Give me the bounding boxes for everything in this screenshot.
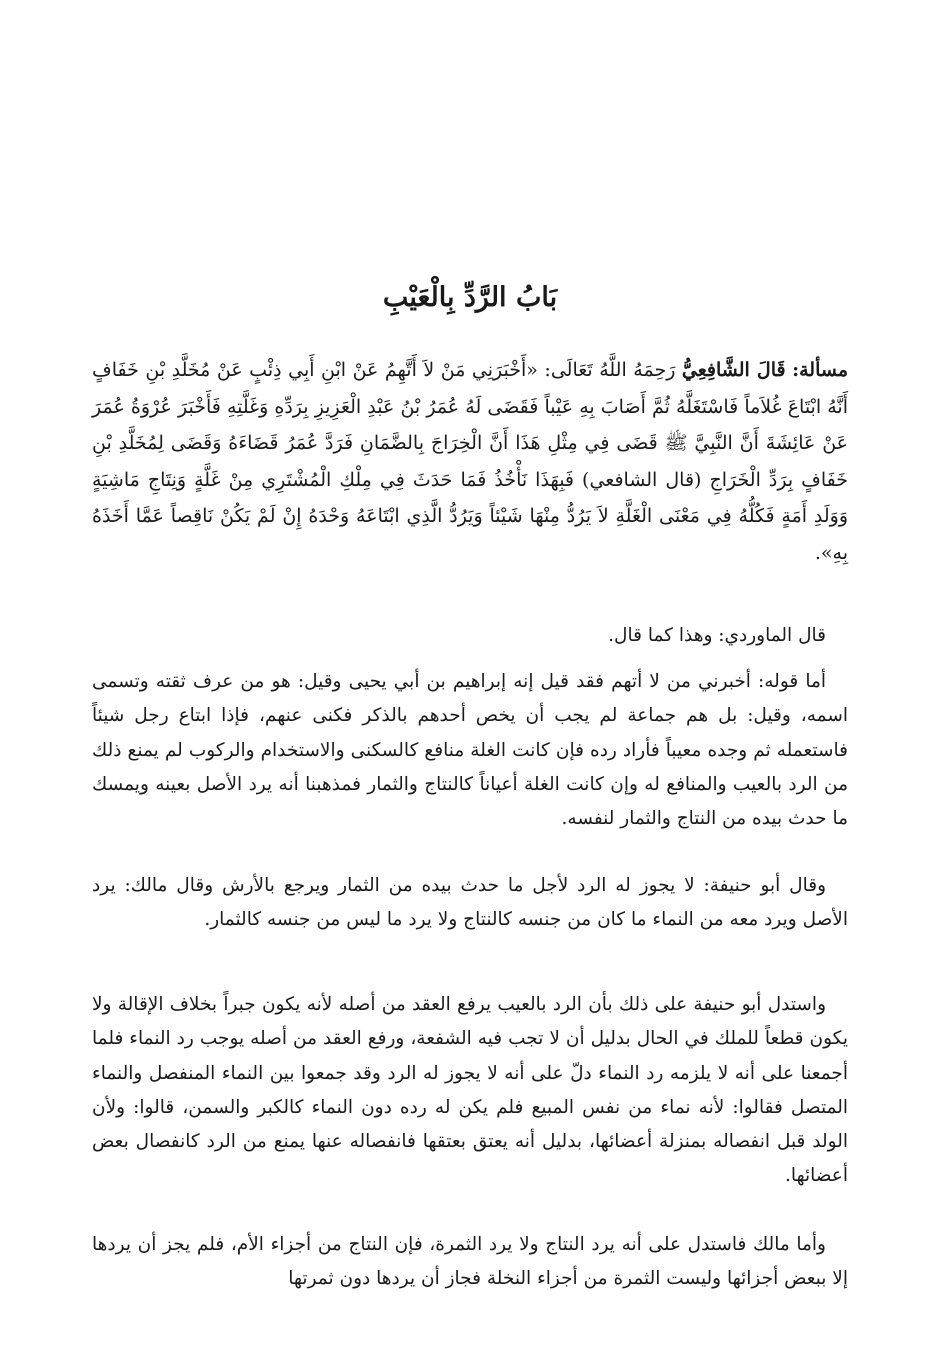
qawluhu-paragraph [92, 665, 848, 836]
chapter-title: بَابُ الرَّدِّ بِالْعَيْبِ [382, 282, 558, 313]
malik-paragraph [92, 1228, 848, 1297]
question-paragraph [92, 352, 848, 571]
mawardi-paragraph [92, 619, 848, 653]
mawardi-text: قال الماوردي: وهذا كما قال. [608, 625, 826, 646]
istadal-paragraph [92, 988, 848, 1194]
qawluhu-text: أما قوله: أخبرني من لا أتهم فقد قيل إنه إبراهيم بن أبي يحيى وقيل: هو من عرف ثقته وتسمى اسمه، وقيل: بل هم جماعة لم يجب أن يخص أحدهم بالذكر فكنى عنهم، فإذا ابتاع رجل شيئاً فاستعمله ثم وجده معيباً فأراد رده فإن كانت الغلة منافع كالسكنى والاستخدام والركوب لم يمنع ذلك من الرد بالعيب والمنافع له وإن كانت الغلة أعياناً كالنتاج والثمار فمذهبنا أنه يرد الأصل بعينه ويمسك ما حدث بيده من النتاج والثمار لنفسه. [92, 671, 848, 830]
abuhanifa-paragraph [92, 869, 848, 938]
question-text: رَحِمَهُ اللَّهُ تَعَالَى: «أَخْبَرَنِي مَنْ لاَ أَتَّهِمُ عَنْ ابْنِ أَبِي ذِئْبٍ عَنْ مُخَلَّدِ بْنِ خَفَافٍ أَنَّهُ ابْتَاعَ غُلاَماً فَاسْتَغَلَّهُ ثُمَّ أَصَابَ بِهِ عَيْباً فَقَضَى لَهُ عُمَرُ بْنُ عَبْدِ الْعَزِيزِ بِرَدِّهِ وَغَلَّتِهِ فَأَخْبَرَ عُرْوَةُ عُمَرَ عَنْ عَائِشَةَ أَنَّ النَّبِيَّ ﷺ قَضَى فِي مِثْلِ هَذَا أَنَّ الْخِرَاجَ بِالضَّمَانِ فَرَدَّ عُمَرُ قَضَاءَهُ وَقَضَى لِمُخَلَّدِ بْنِ خَفَافٍ بِرَدِّ الْخَرَاجِ (قال الشافعي) فَبِهَذَا نَأْخُذُ فَمَا حَدَثَ فِي مِلْكِ الْمُشْتَرِي مِنْ غَلَّةٍ وَنِتَاجِ مَاشِيَةٍ وَوَلَدِ أَمَةٍ فَكُلُّهُ فِي مَعْنَى الْغَلَّةِ لاَ يَرُدُّ مِنْهَا شَيْئاً وَيَرُدُّ الَّذِي ابْتَاعَهُ وَحْدَهُ إِنْ لَمْ يَكُنْ نَاقِصاً عَمَّا أَخَذَهُ بِهِ». [92, 359, 848, 564]
malik-text: وأما مالك فاستدل على أنه يرد النتاج ولا يرد الثمرة، فإن النتاج من أجزاء الأم، فلم يجز أن يردها إلا ببعض أجزائها وليست الثمرة من أجزاء النخلة فجاز أن يردها دون ثمرتها [92, 1234, 848, 1290]
istadal-text: واستدل أبو حنيفة على ذلك بأن الرد بالعيب يرفع العقد من أصله لأنه يكون جبراً بخلاف الإقالة ولا يكون قطعاً للملك في الحال بدليل أن لا تجب فيه الشفعة، ورفع العقد من أصله يوجب رد النماء فلما أجمعنا على أنه لا يلزمه رد النماء دلّ على أنه لا يجوز له الرد وقد جمعوا بين النماء المنفصل والنماء المتصل فقالوا: لأنه نماء من نفس المبيع فلم يكن له رده دون النماء كالكبر والسمن، قالوا: ولأن الولد قبل انفصاله بمنزلة أعضائها، بدليل أنه يعتق بعتقها فانفصاله عنها يمنع من الرد كانفصال بعض أعضائها. [92, 994, 848, 1187]
abuhanifa-text: وقال أبو حنيفة: لا يجوز له الرد لأجل ما حدث بيده من الثمار ويرجع بالأرش وقال مالك: يرد الأصل ويرد معه من النماء ما كان من جنسه كالنتاج ولا يرد ما ليس من جنسه كالثمار. [92, 875, 848, 931]
question-speaker: قَالَ الشَّافِعِيُّ [681, 359, 786, 381]
question-label: مسألة: [792, 359, 849, 381]
book-page [92, 0, 848, 1372]
